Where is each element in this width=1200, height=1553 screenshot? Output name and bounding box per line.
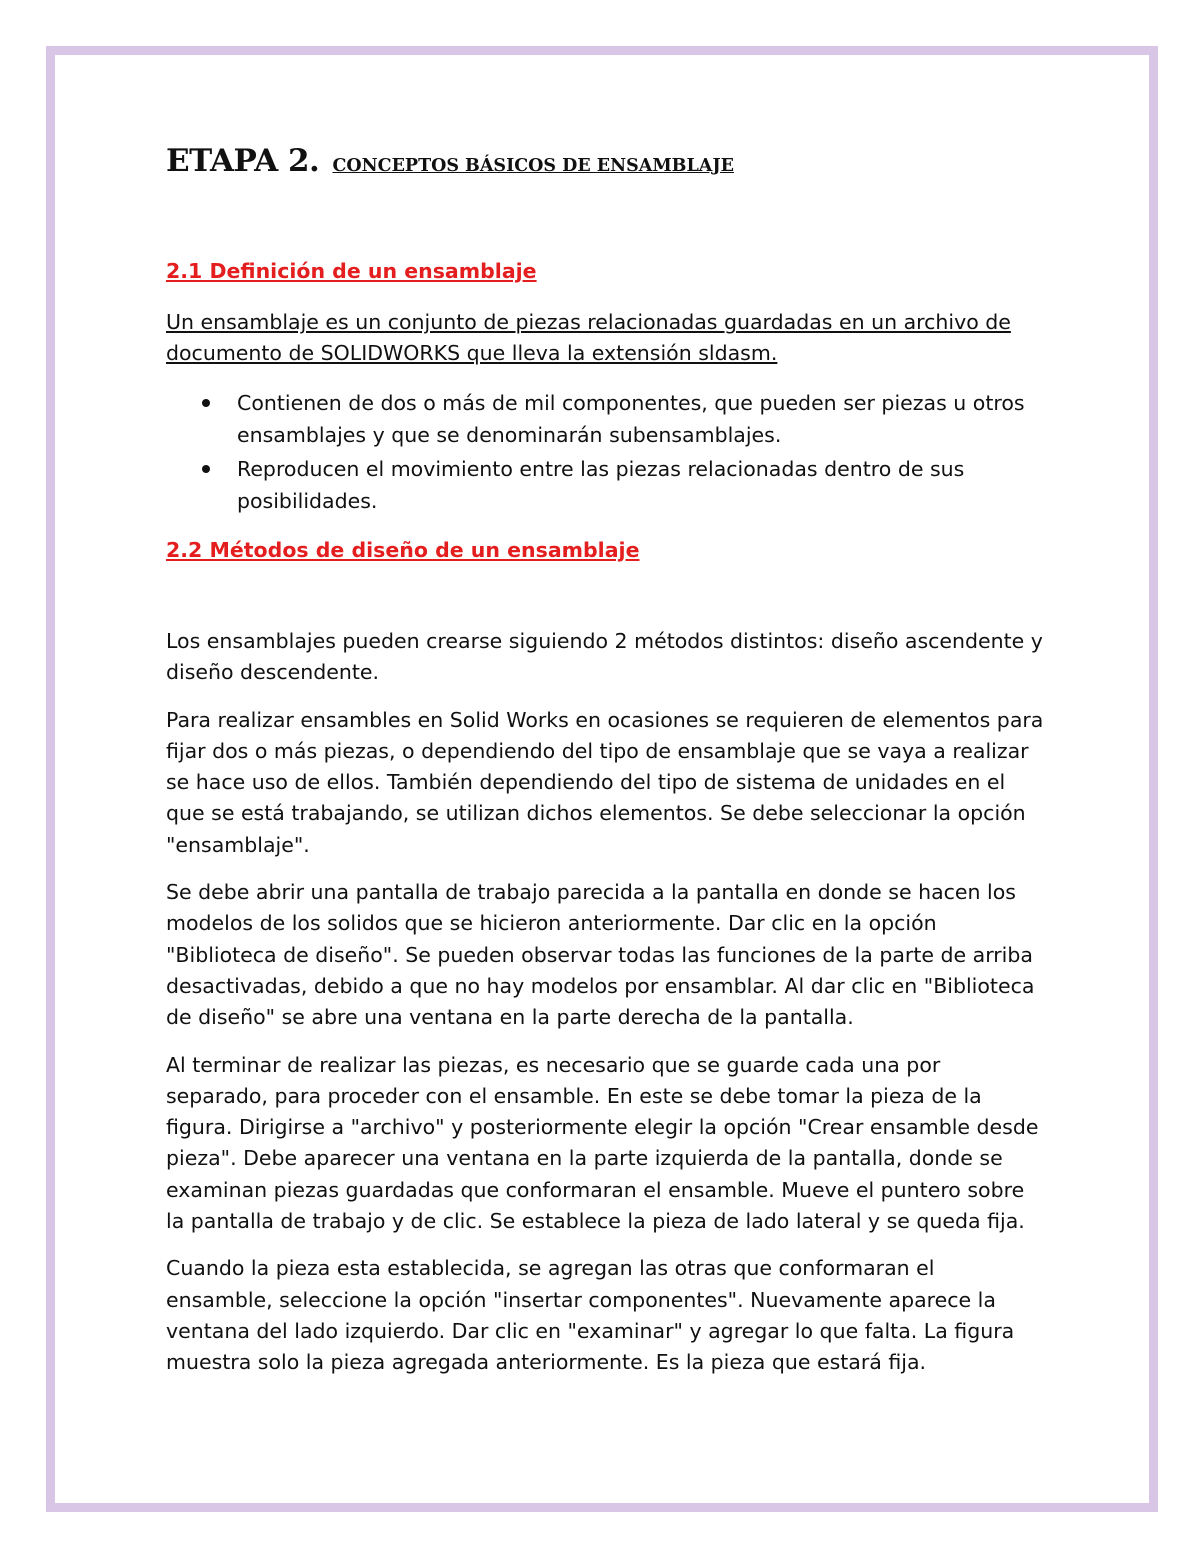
section-heading-methods: 2.2 Métodos de diseño de un ensamblaje — [166, 538, 640, 562]
list-item — [166, 453, 1046, 517]
document-content — [166, 140, 1046, 1379]
definition-paragraph: Un ensamblaje es un conjunto de piezas relacionadas guardadas en un archivo de documento de SOLIDWORKS que lleva la extensión sldasm. — [166, 310, 1011, 365]
list-item-text: Reproducen el movimiento entre las piezas relacionadas dentro de sus posibilidades. — [237, 457, 965, 513]
document-title — [166, 140, 1046, 186]
section-heading-definition: 2.1 Definición de un ensamblaje — [166, 259, 537, 283]
body-paragraph: Cuando la pieza esta establecida, se agregan las otras que conformaran el ensamble, seleccione la opción "insertar componentes". Nuevamente aparece la ventana del lado izquierdo. Dar clic en "examinar" y agregar lo que falta. La figura muestra solo la pieza agregada anteriormente. Es la pieza que estará fija. — [166, 1256, 1015, 1375]
list-item — [166, 387, 1046, 451]
bullet-icon — [202, 465, 210, 473]
body-paragraph: Para realizar ensambles en Solid Works en ocasiones se requieren de elementos para fijar dos o más piezas, o dependiendo del tipo de ensamblaje que se vaya a realizar se hace uso de ellos. También dependiendo del tipo de sistema de unidades en el que se está trabajando, se utilizan dichos elementos. Se debe seleccionar la opción "ensamblaje". — [166, 707, 1044, 857]
list-item-text: Contienen de dos o más de mil componentes, que pueden ser piezas u otros ensamblajes y que se denominarán subensamblajes. — [237, 391, 1025, 447]
body-paragraph: Se debe abrir una pantalla de trabajo parecida a la pantalla en donde se hacen los modelos de los solidos que se hicieron anteriormente. Dar clic en la opción "Biblioteca de diseño". Se pueden observar todas las funciones de la parte de arriba desactivadas, debido a que no hay modelos por ensamblar. Al dar clic en "Biblioteca de diseño" se abre una ventana en la parte derecha de la pantalla. — [166, 880, 1035, 1030]
body-paragraph: Los ensamblajes pueden crearse siguiendo 2 métodos distintos: diseño ascendente y diseño descendente. — [166, 629, 1043, 685]
bullet-icon — [202, 399, 210, 407]
body-paragraph: Al terminar de realizar las piezas, es necesario que se guarde cada una por separado, para proceder con el ensamble. En este se debe tomar la pieza de la figura. Dirigirse a "archivo" y posteriormente elegir la opción "Crear ensamble desde pieza". Debe aparecer una ventana en la parte izquierda de la pantalla, donde se examinan piezas guardadas que conformaran el ensamble. Mueve el puntero sobre la pantalla de trabajo y de clic. Se establece la pieza de lado lateral y se queda fija. — [166, 1052, 1039, 1234]
bullet-list — [166, 387, 1046, 517]
title-subtitle: CONCEPTOS BÁSICOS DE ENSAMBLAJE — [332, 156, 734, 176]
title-main: ETAPA 2. — [166, 143, 320, 179]
